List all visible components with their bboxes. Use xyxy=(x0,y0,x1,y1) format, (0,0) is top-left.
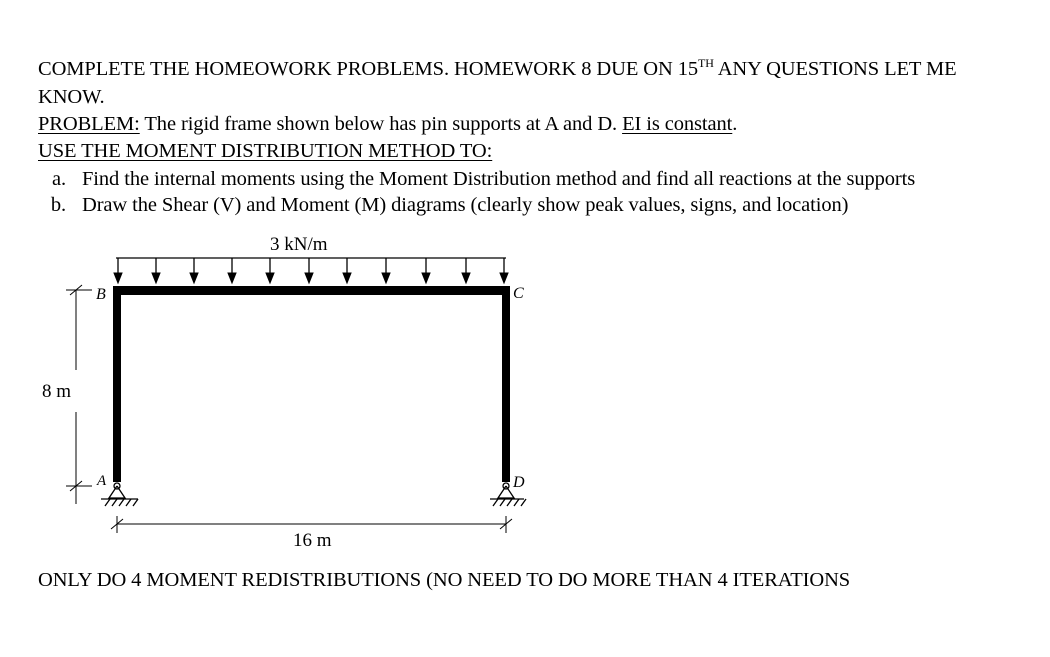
load-arrow xyxy=(114,258,122,283)
load-arrow xyxy=(266,258,274,283)
footer-note: ONLY DO 4 MOMENT REDISTRIBUTIONS (NO NEED TO DO MORE THAN 4 ITERATIONS xyxy=(38,569,851,591)
task-a-label: a. xyxy=(51,168,66,190)
height-label: 8 m xyxy=(42,381,72,402)
load-label: 3 kN/m xyxy=(270,234,328,255)
ei-constant: EI is constant xyxy=(622,113,733,135)
problem-label: PROBLEM: xyxy=(38,113,140,135)
ordinal-superscript: TH xyxy=(698,56,714,70)
load-arrow xyxy=(462,258,470,283)
load-arrow xyxy=(382,258,390,283)
instruction-line-2: KNOW. xyxy=(38,86,105,108)
load-arrow xyxy=(305,258,313,283)
load-arrow xyxy=(152,258,160,283)
load-arrow xyxy=(190,258,198,283)
problem-text: The rigid frame shown below has pin supports at A and D. xyxy=(139,113,623,135)
method-heading: USE THE MOMENT DISTRIBUTION METHOD TO: xyxy=(38,140,493,162)
instruction-text-end: ANY QUESTIONS LET ME xyxy=(713,58,957,80)
column-ab xyxy=(113,286,121,482)
load-arrows xyxy=(114,258,508,283)
pin-support-a xyxy=(101,483,138,506)
task-b-text: Draw the Shear (V) and Moment (M) diagrams (clearly show peak values, signs, and location) xyxy=(82,194,849,216)
problem-period: . xyxy=(732,113,738,135)
node-d-label: D xyxy=(513,474,525,491)
node-c-label: C xyxy=(513,285,524,302)
task-b-label: b. xyxy=(50,194,66,216)
span-label: 16 m xyxy=(293,530,332,551)
load-arrow xyxy=(343,258,351,283)
load-arrow xyxy=(500,258,508,283)
instruction-text: COMPLETE THE HOMEOWORK PROBLEMS. HOMEWORK 8 DUE ON 15 xyxy=(38,58,698,80)
beam-bc xyxy=(113,286,510,295)
column-cd xyxy=(502,286,510,482)
node-a-label: A xyxy=(97,473,107,489)
task-a-text: Find the internal moments using the Moment Distribution method and find all reactions at the supports xyxy=(82,168,916,190)
load-arrow xyxy=(228,258,236,283)
node-b-label: B xyxy=(96,286,106,303)
load-arrow xyxy=(422,258,430,283)
